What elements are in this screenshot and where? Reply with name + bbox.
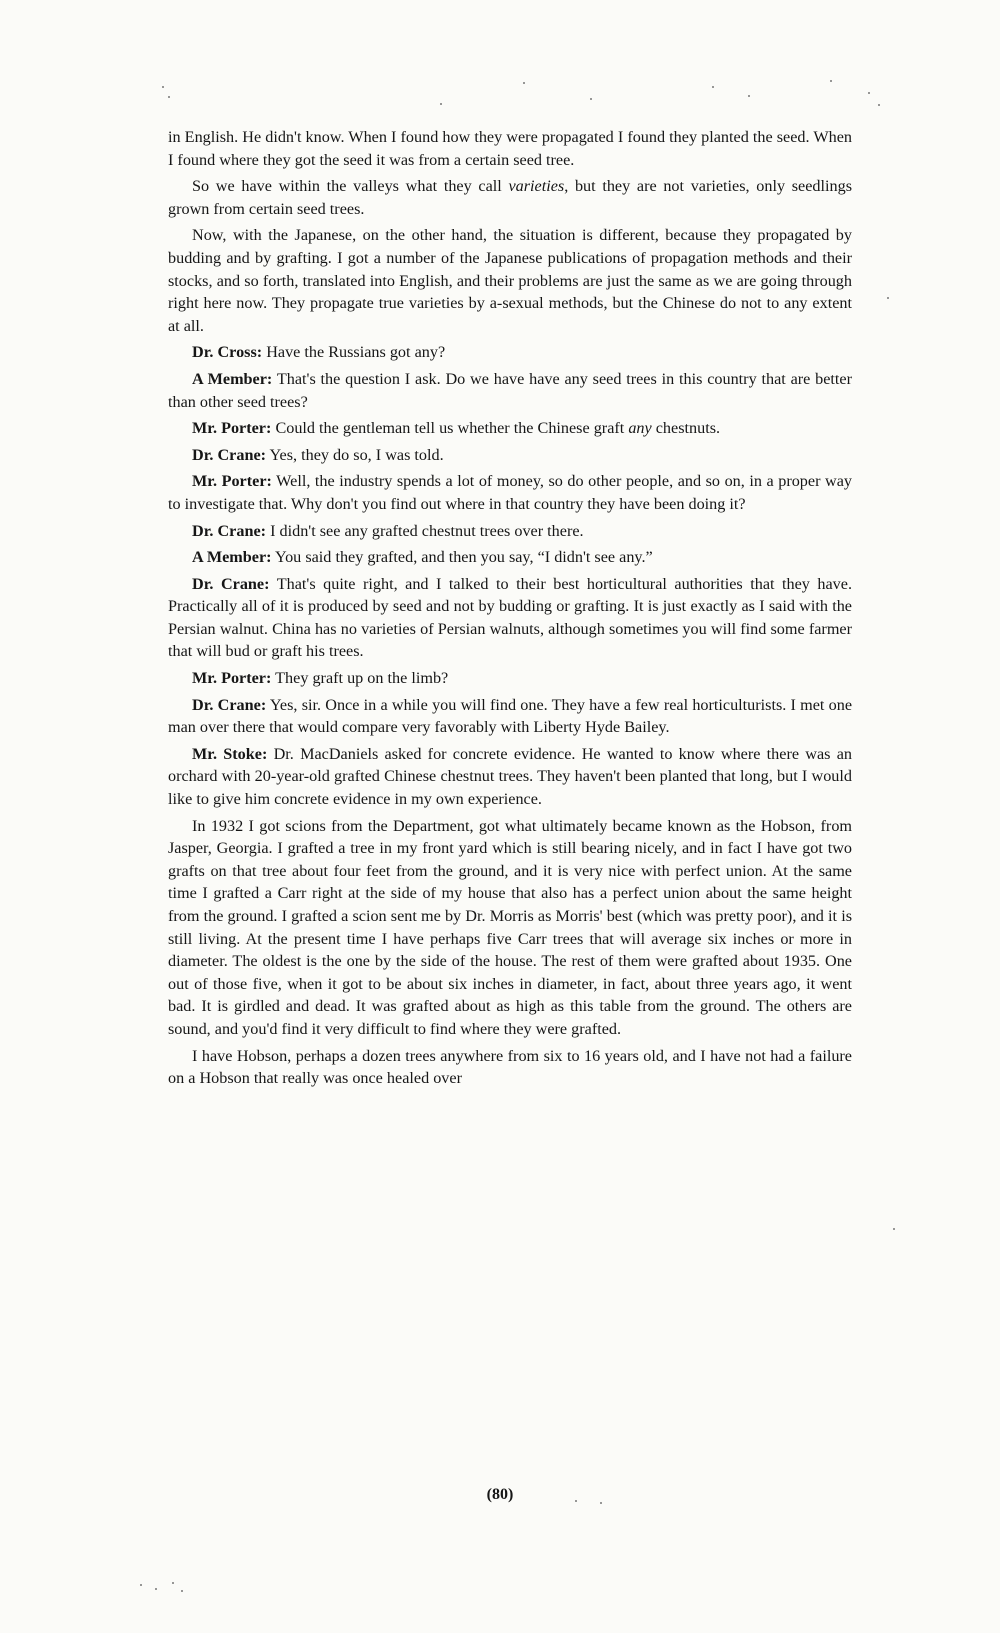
speaker-label: A Member: [192,369,273,388]
page-number: (80) [486,1486,514,1503]
speaker-label: Dr. Crane: [192,695,267,714]
dialogue-line: Mr. Porter: Could the gentleman tell us whether the Chinese graft any chestnuts. [192,419,721,438]
dialogue-line: Dr. Crane: Yes, they do so, I was told. [192,445,444,464]
dialogue-line: Dr. Crane: I didn't see any grafted chestnut trees over there. [192,521,584,540]
dialogue-line: Dr. Cross: Have the Russians got any? [192,343,446,362]
paragraph: I have Hobson, perhaps a dozen trees anywhere from six to 16 years old, and I have not had a failure on a Hobson that really was once healed over [168,1046,852,1088]
dialogue-line: Dr. Crane: Yes, sir. Once in a while you will find one. They have a few real horticulturists. I met one man over there that would compare very favorably with Liberty Hyde Bailey. [168,695,853,737]
paragraph: In 1932 I got scions from the Department, got what ultimately became known as the Hobson, from Jasper, Georgia. I grafted a tree in my front yard which is still bearing nicely, and in fact I have got two grafts on that tree about four feet from the ground, and it is very nice with perfect union. At the same time I grafted a Carr right at the side of my house that also has a perfect union about the same height from the ground. I grafted a scion sent me by Dr. Morris as Morris' best (which was pretty poor), and it is still living. At the present time I have perhaps five Carr trees that will average six inches or more in diameter. The oldest is the one by the side of the house. The rest of them were grafted about 1935. One out of those five, when it got to be about six inches in diameter, in fact, about three years ago, it went bad. It is girdled and dead. It was grafted about as high as this table from the ground. The others are sound, and you'd find it very difficult to find where they were grafted. [168,816,852,1038]
dialogue-line: Mr. Porter: Well, the industry spends a lot of money, so do other people, and so on, in a proper way to investigate that. Why don't you find out where in that country they have been doing it? [168,472,852,513]
speaker-label: Dr. Crane: [192,521,267,540]
speaker-label: Dr. Cross: [192,343,263,362]
dialogue-line: Mr. Porter: They graft up on the limb? [192,669,449,688]
speaker-label: Mr. Porter: [192,419,272,438]
speaker-label: Mr. Stoke: [192,744,268,763]
speaker-label: Dr. Crane: [192,574,270,593]
page-text [168,126,852,1094]
dialogue-line: Mr. Stoke: Dr. MacDaniels asked for concrete evidence. He wanted to know where there was an orchard with 20-year-old grafted Chinese chestnut trees. They haven't been planted that long, but I would like to give him concrete evidence in my own experience. [168,744,852,809]
paragraph: in English. He didn't know. When I found how they were propagated I found they planted the seed. When I found where they got the seed it was from a certain seed tree. [168,128,852,169]
paragraph: So we have within the valleys what they call varieties, but they are not varieties, only seedlings grown from certain seed trees. [168,177,852,218]
speaker-label: Dr. Crane: [192,445,267,464]
speaker-label: Mr. Porter: [192,472,272,491]
paragraph: Now, with the Japanese, on the other hand, the situation is different, because they propagated by budding and by grafting. I got a number of the Japanese publications of propagation methods and their stocks, and so forth, translated into English, and their problems are just the same as we are going through right here now. They propagate true varieties by a-sexual methods, but the Chinese do not to any extent at all. [168,226,852,335]
dialogue-line: Dr. Crane: That's quite right, and I talked to their best horticultural authorities that they have. Practically all of it is produced by seed and not by budding or grafting. It is just exactly as I said with the Persian walnut. China has no varieties of Persian walnuts, although sometimes you will find some farmer that will bud or graft his trees. [168,574,852,661]
dialogue-line: A Member: You said they grafted, and then you say, “I didn't see any.” [192,548,653,567]
dialogue-line: A Member: That's the question I ask. Do we have have any seed trees in this country that are better than other seed trees? [168,369,852,411]
speaker-label: Mr. Porter: [192,669,272,688]
speaker-label: A Member: [192,548,272,567]
